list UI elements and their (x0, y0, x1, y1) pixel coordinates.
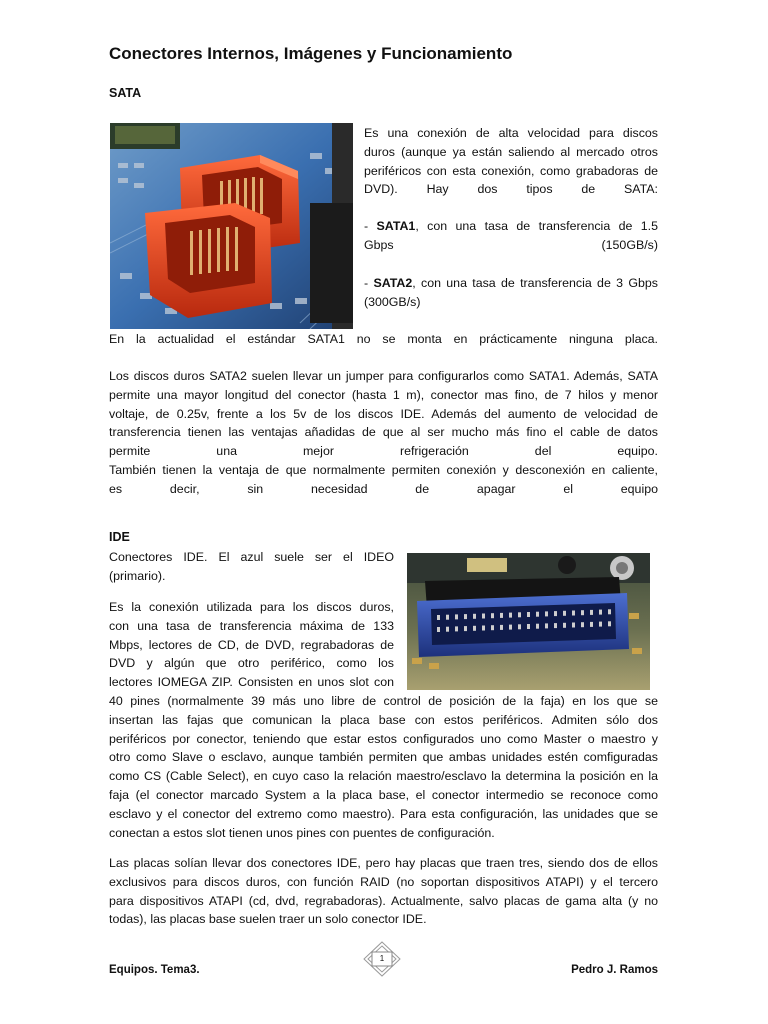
ide-pin (482, 626, 485, 631)
footer-right: Pedro J. Ramos (571, 964, 658, 976)
ide-paragraph-last (109, 854, 658, 929)
sata-heading: SATA (109, 86, 142, 100)
paragraph-line: faja (el conector marcado System a la placa base, el conector intermedio se reconoce como (109, 787, 658, 802)
ide-pin (536, 624, 539, 629)
sata-after-image: En la actualidad el estándar SATA1 no se monta en prácticamente ninguna placa. (109, 332, 658, 346)
sata-line: DVD). Hay dos tipos de SATA: (364, 182, 658, 197)
paragraph-line: permite una mejor refrigeración del equipo. (109, 444, 658, 459)
paragraph-line: Conectores IDE. El azul suele ser el IDEO (109, 550, 394, 564)
ide-pin (455, 626, 458, 631)
sata-line: duros (aunque ya están saliendo al mercado otros (364, 144, 658, 159)
ide-pin (563, 623, 566, 628)
ide-paragraph-wrapped (109, 598, 394, 692)
ide-pin (554, 611, 557, 616)
paragraph-line: voltaje, de 0.25v, frente a los 5v de los discos IDE. Además del aumento de velocidad de (109, 406, 658, 421)
ide-pin (545, 623, 548, 628)
sata2-text-line2: (300GB/s) (364, 294, 421, 309)
ide-pin (572, 611, 575, 616)
ide-pin (608, 609, 611, 614)
paragraph-line: todas), las placas base suelen traer un solo conector IDE. (109, 912, 427, 927)
sata-description (364, 124, 658, 199)
sata-paragraph-2 (109, 367, 658, 499)
page-number-ornament (362, 941, 402, 977)
ide-pin (590, 622, 593, 627)
ide-pin (464, 614, 467, 619)
ide-pin (464, 626, 467, 631)
paragraph-line: exclusivos para discos duros, con función RAID (no soportan dispositivos ATAPI) y el tercero (109, 874, 658, 889)
ide-pin (581, 622, 584, 627)
sata1-label: SATA1 (376, 219, 416, 233)
ide-pin (500, 613, 503, 618)
ide-pin (446, 615, 449, 620)
paragraph-line: 40 pines (normalmente 39 más uno libre de control de posición de la faja) en los que se (109, 694, 658, 708)
paragraph-line: como CS (Cable Select), en cuyo caso la relación maestro/esclavo la determina la posición en la (109, 769, 658, 784)
page-number: 1 (379, 954, 385, 963)
ide-pin (509, 625, 512, 630)
ide-paragraph-full (109, 692, 658, 842)
page-title: Conectores Internos, Imágenes y Funcionamiento (109, 44, 513, 63)
paragraph-line: Los discos duros SATA2 suelen llevar un jumper para configurarlos como SATA1. Además, SATA (109, 369, 658, 383)
ide-pin (491, 613, 494, 618)
ide-connector-photo (407, 553, 650, 690)
paragraph-line: permite una mayor longitud del conector (hasta 1 m), conector mas fino, de 7 hilos y menor (109, 387, 658, 402)
ide-intro (109, 548, 394, 586)
paragraph-line: lectores IOMEGA ZIP. Consisten en unos slot con (109, 675, 394, 690)
ide-pin (581, 610, 584, 615)
ide-pin (455, 614, 458, 619)
ide-pin (572, 623, 575, 628)
ide-pin (545, 611, 548, 616)
sata1-item: - SATA1, con una tasa de transferencia de 1.5 Gbps (150GB/s) (364, 217, 658, 255)
paragraph-line: otro como Slave o esclavo, aunque también permiten que ambas unidades estén comfiguradas (109, 750, 658, 765)
ide-pin (518, 612, 521, 617)
sata1-text-line2: Gbps (150GB/s) (364, 237, 658, 252)
ide-pin (473, 626, 476, 631)
ide-pin (527, 612, 530, 617)
paragraph-line: (primario). (109, 568, 166, 583)
ide-pin (437, 627, 440, 632)
ide-pin (563, 611, 566, 616)
paragraph-line: insertan las fajas que comunican la placa base con estos periféricos. Admiten sólo dos (109, 712, 658, 727)
ide-pin (518, 624, 521, 629)
paragraph-line: Es la conexión utilizada para los discos duros, (109, 600, 394, 614)
ide-pin (473, 614, 476, 619)
sata-connector-illustration (110, 123, 353, 329)
paragraph-line: es decir, sin necesidad de apagar el equipo (109, 481, 658, 496)
sata-line: Es una conexión de alta velocidad para discos (364, 126, 658, 140)
ide-pin (599, 622, 602, 627)
paragraph-line: conectan a estos slot tienen unos pines con puentes de configuración. (109, 825, 495, 840)
ide-connector-illustration (407, 553, 650, 690)
sata2-text: , con una tasa de transferencia de 3 Gbps (412, 276, 658, 290)
ide-pin (491, 625, 494, 630)
ide-pin (482, 614, 485, 619)
paragraph-line: transferencia tienen las ventajas añadidas de que al ser mucho más fino el cable de datos (109, 425, 658, 440)
ide-heading: IDE (109, 530, 130, 544)
ide-pin (509, 613, 512, 618)
paragraph-line: periféricos por conector, teniendo que estar estos configurados uno como Master o maestro y (109, 731, 658, 746)
paragraph-line: con una tasa de transferencia máxima de 133 (109, 618, 394, 633)
ide-pin (536, 612, 539, 617)
ide-pin (437, 615, 440, 620)
paragraph-line: Las placas solían llevar dos conectores IDE, pero hay placas que traen tres, siendo dos de ellos (109, 856, 658, 870)
sata-connector-photo (110, 123, 353, 329)
ide-pin (446, 627, 449, 632)
ide-pin (608, 621, 611, 626)
paragraph-line: para dispositivos ATAPI (cd, dvd, regrabadoras). Actualmente, salvo placas de gama alta (y no (109, 893, 658, 908)
paragraph-line: También tienen la ventaja de que normalmente permiten conexión y desconexión en caliente, (109, 462, 658, 477)
paragraph-line: DVD y algún que otro periférico, como los (109, 656, 394, 671)
sata2-item: - SATA2, con una tasa de transferencia de 3 Gbps (300GB/s) (364, 274, 658, 312)
paragraph-line: esclavo y el conector del extremo como maestro). Para esta configuración, las unidades que se (109, 806, 658, 821)
paragraph-line: Mbps, lectores de CD, de DVD, regrabadoras de (109, 637, 394, 652)
sata-line: periféricos con esta conexión, como grabadoras de (364, 163, 658, 178)
footer-left: Equipos. Tema3. (109, 964, 200, 976)
ide-pin (590, 610, 593, 615)
ide-pin (554, 623, 557, 628)
sata1-text: , con una tasa de transferencia de 1.5 (415, 219, 658, 233)
ide-pin (527, 624, 530, 629)
ide-pin (500, 625, 503, 630)
sata2-label: SATA2 (373, 276, 413, 290)
ide-pin (599, 610, 602, 615)
